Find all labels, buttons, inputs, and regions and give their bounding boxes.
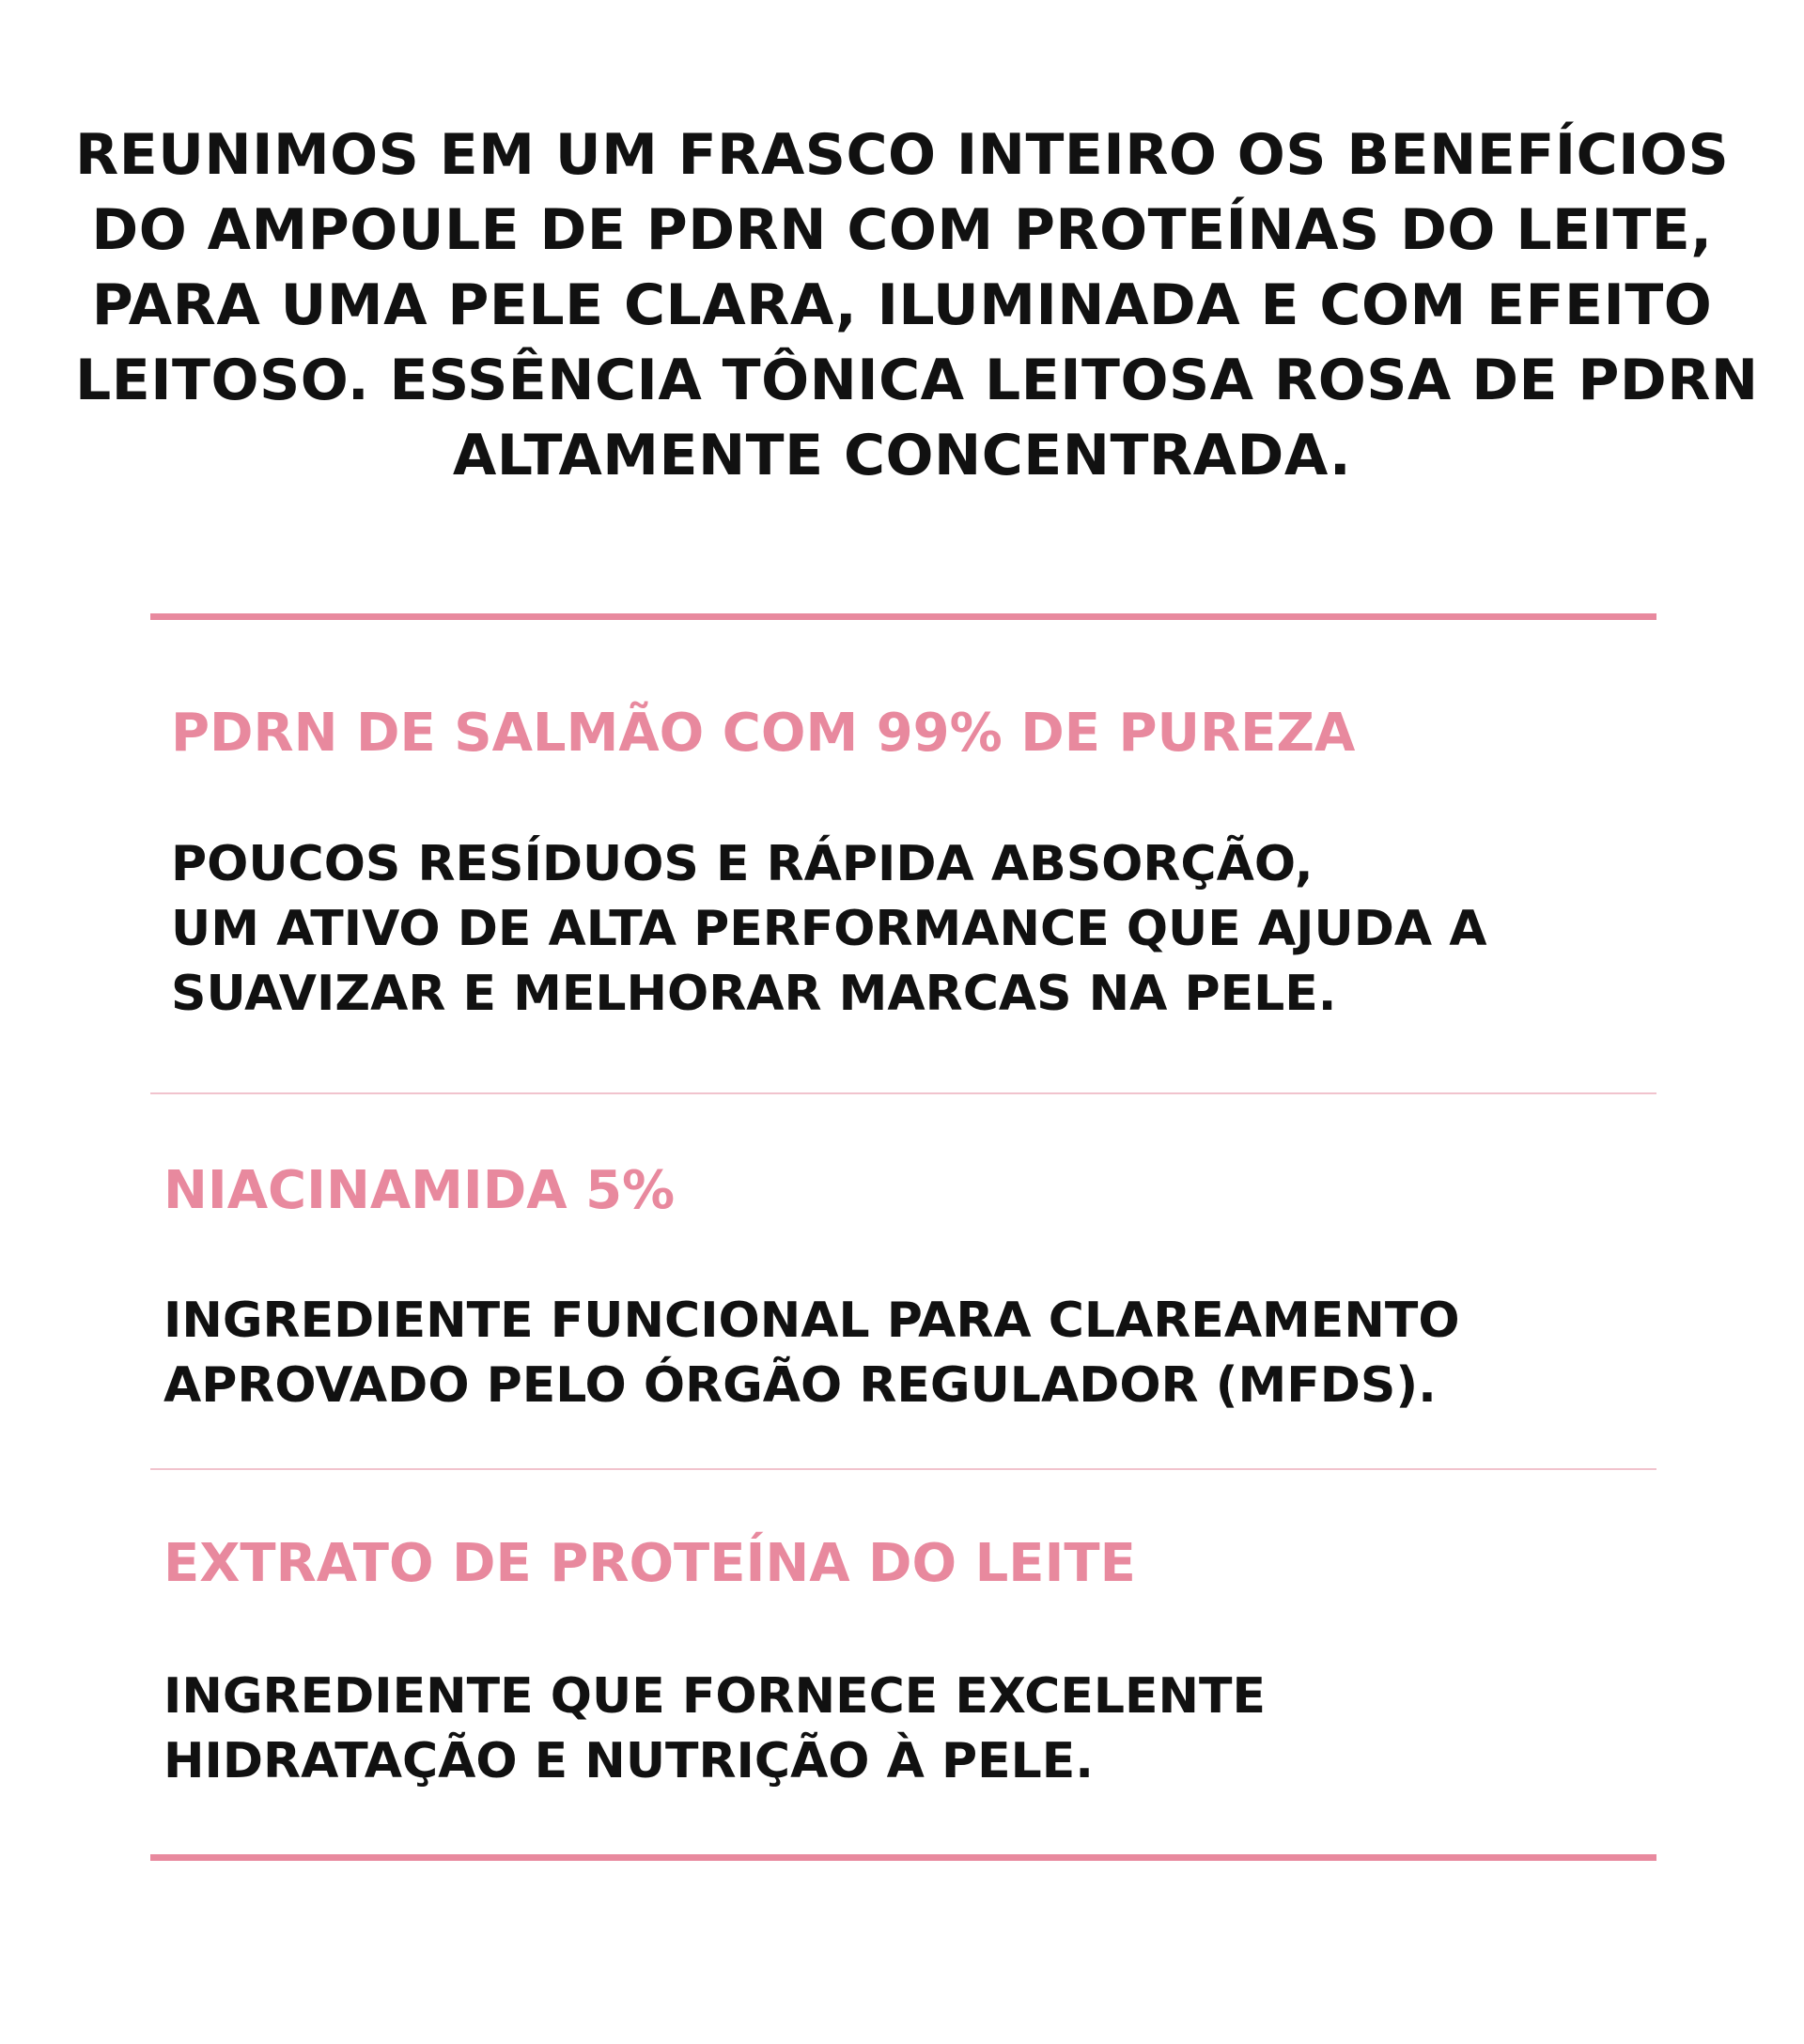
intro-line: DO AMPOULE DE PDRN COM PROTEÍNAS DO LEITE, [91, 197, 1713, 263]
feature-description-line: POUCOS RESÍDUOS E RÁPIDA ABSORÇÃO, [171, 836, 1314, 892]
intro-paragraph [75, 117, 1759, 493]
feature-description-milk-protein [163, 1665, 1266, 1794]
feature-description-line: INGREDIENTE QUE FORNECE EXCELENTE [163, 1668, 1267, 1725]
feature-description-line: HIDRATAÇÃO E NUTRIÇÃO À PELE. [163, 1733, 1095, 1789]
feature-description-line: SUAVIZAR E MELHORAR MARCAS NA PELE. [171, 966, 1337, 1022]
feature-description-pdrn [171, 832, 1486, 1027]
feature-title-milk-protein: EXTRATO DE PROTEÍNA DO LEITE [163, 1533, 1136, 1594]
feature-description-line: INGREDIENTE FUNCIONAL PARA CLAREAMENTO [163, 1293, 1460, 1349]
feature-title-niacinamide: NIACINAMIDA 5% [163, 1160, 676, 1221]
intro-line: PARA UMA PELE CLARA, ILUMINADA E COM EFEITO [91, 272, 1713, 338]
feature-description-line: UM ATIVO DE ALTA PERFORMANCE QUE AJUDA A [171, 901, 1487, 957]
feature-title-pdrn: PDRN DE SALMÃO COM 99% DE PUREZA [171, 703, 1356, 764]
intro-line: REUNIMOS EM UM FRASCO INTEIRO OS BENEFÍCIOS [75, 122, 1730, 188]
section-divider [150, 1092, 1656, 1094]
intro-line: LEITOSO. ESSÊNCIA TÔNICA LEITOSA ROSA DE PDRN [75, 348, 1759, 413]
intro-line: ALTAMENTE CONCENTRADA. [452, 423, 1352, 488]
bottom-divider [150, 1854, 1656, 1861]
feature-description-line: APROVADO PELO ÓRGÃO REGULADOR (MFDS). [163, 1357, 1437, 1414]
feature-description-niacinamide [163, 1289, 1460, 1418]
top-divider [150, 613, 1656, 620]
section-divider [150, 1468, 1656, 1470]
